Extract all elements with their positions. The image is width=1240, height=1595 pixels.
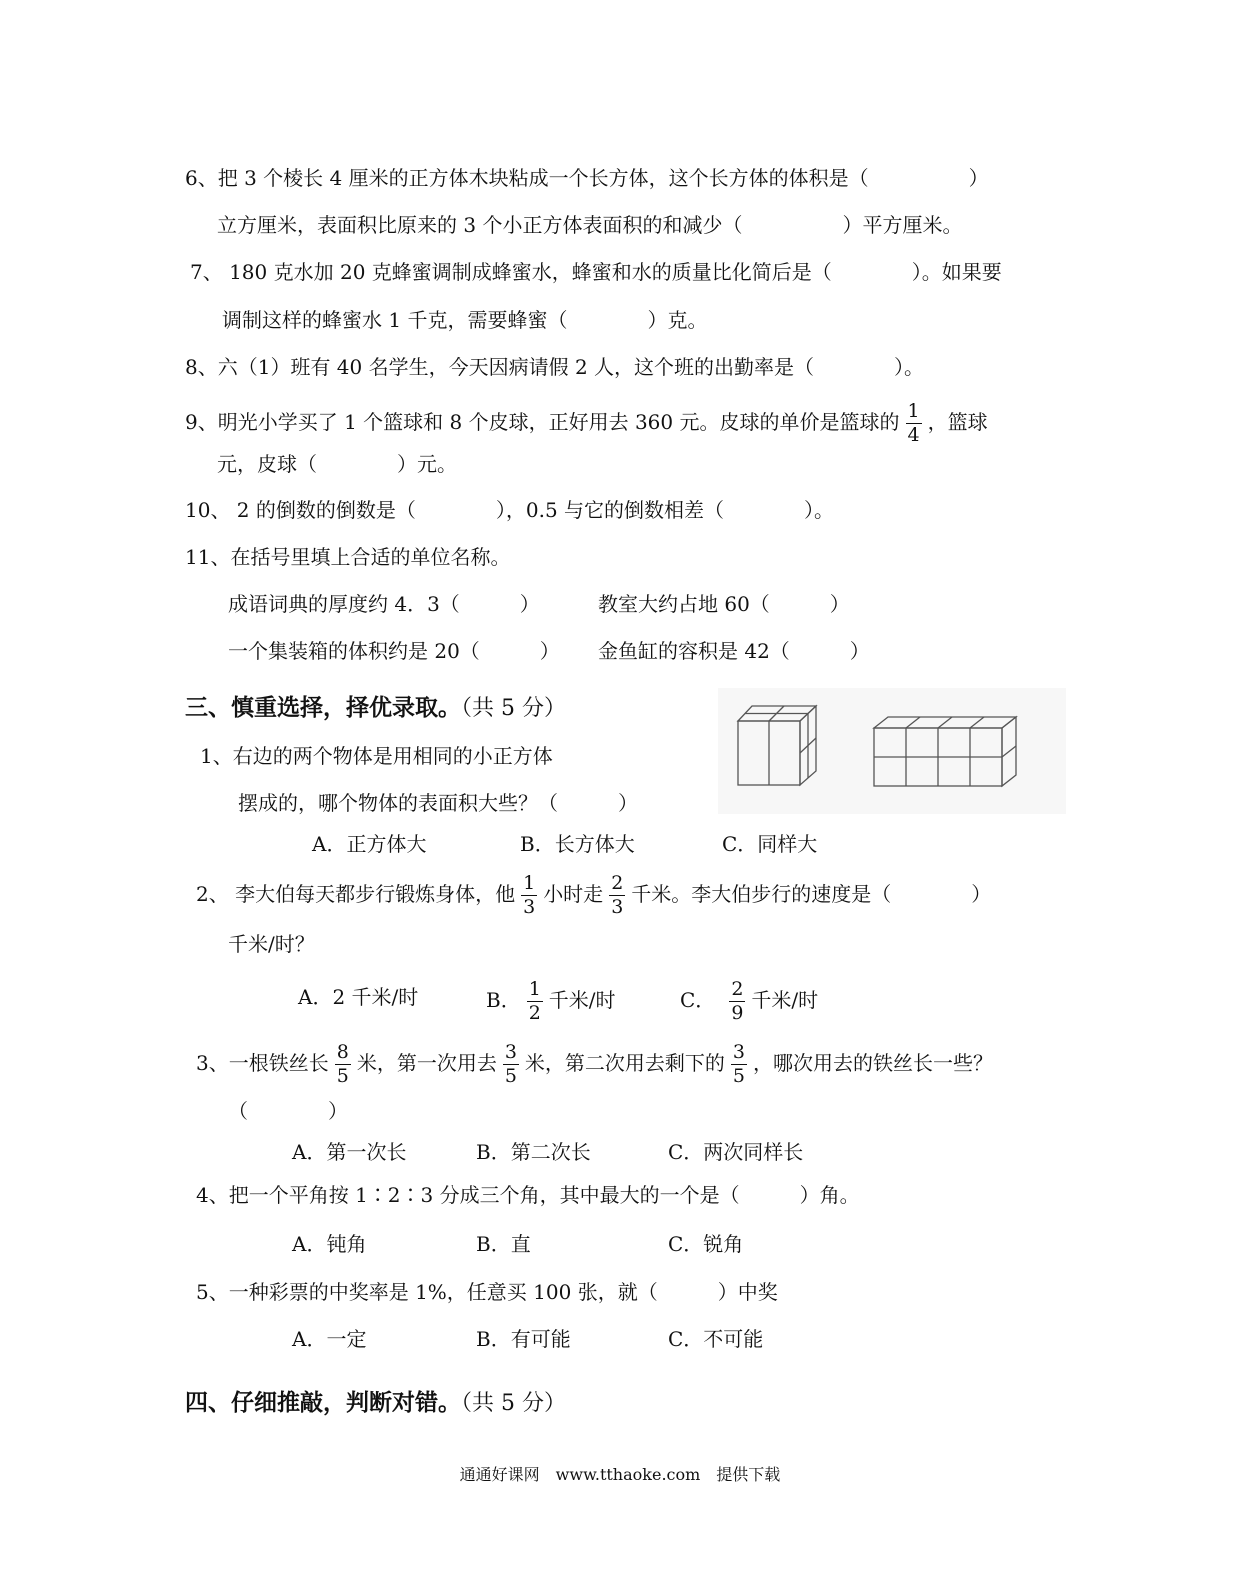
q8-line: 8、六（1）班有 40 名学生，今天因病请假 2 人，这个班的出勤率是（ ）。 (185, 355, 925, 379)
q9-text-b: ，篮球 (927, 410, 988, 434)
c2-line2: 千米/时？ (228, 932, 315, 956)
c2-optc-num: 2 (731, 978, 744, 1000)
page-footer: 通通好课网 www.tthaoke.com 提供下载 (459, 1465, 781, 1484)
c2-optb-num: 1 (528, 978, 541, 1000)
c2-option-c-unit: 千米/时 (751, 988, 819, 1012)
c2-option-b-fraction (527, 980, 543, 1023)
cubes-drawing (718, 688, 1066, 814)
c2-frac2-num: 2 (611, 872, 624, 894)
q11-item-b: 教室大约占地 60（ ） (598, 592, 850, 616)
c3-line2: （ ） (228, 1099, 348, 1123)
q6-line2: 立方厘米，表面积比原来的 3 个小正方体表面积的和减少（ ）平方厘米。 (217, 213, 963, 237)
c1-option-a: A．正方体大 (312, 832, 427, 856)
section3-title: 三、慎重选择，择优录取。 (185, 695, 461, 721)
q7-line1: 7、 180 克水加 20 克蜂蜜调制成蜂蜜水，蜂蜜和水的质量比化简后是（ ）。如果要 (190, 260, 1002, 284)
c4-line1: 4、把一个平角按 1∶2∶3 分成三个角，其中最大的一个是（ ）角。 (196, 1183, 860, 1207)
c4-option-c: C．锐角 (668, 1232, 744, 1256)
c2-text-c: 千米。李大伯步行的速度是（ ） (631, 882, 992, 906)
c3-option-a: A．第一次长 (292, 1140, 407, 1164)
c3-frac3-den: 5 (732, 1065, 746, 1087)
q9-fraction (906, 402, 922, 445)
section4-points: （共 5 分） (461, 1391, 566, 1416)
c3-text-a: 3、一根铁丝长 (196, 1051, 329, 1075)
c3-frac2-num: 3 (504, 1041, 517, 1063)
c5-line1: 5、一种彩票的中奖率是 1%，任意买 100 张，就（ ）中奖 (196, 1280, 778, 1304)
c4-option-a: A．钝角 (292, 1232, 367, 1256)
c2-option-c-label: C． (680, 988, 716, 1012)
c3-line1 (196, 1043, 993, 1086)
c3-frac3-num: 3 (732, 1041, 746, 1063)
c2-frac2-den: 3 (611, 896, 624, 918)
section3-points: （共 5 分） (461, 696, 566, 721)
q11-item-a: 成语词典的厚度约 4．3（ ） (228, 592, 540, 616)
c2-text-b: 小时走 (543, 882, 604, 906)
c2-text-a: 2、 李大伯每天都步行锻炼身体，他 (196, 882, 516, 906)
c3-frac1-num: 8 (336, 1041, 349, 1063)
c2-option-b (486, 980, 616, 1023)
q11-item-d: 金鱼缸的容积是 42（ ） (598, 639, 870, 663)
c3-fraction-2 (503, 1043, 519, 1086)
c1-option-b: B．长方体大 (520, 832, 635, 856)
c1-line1: 1、右边的两个物体是用相同的小正方体 (200, 744, 553, 768)
q9-line1 (185, 402, 988, 445)
q9-line2: 元，皮球（ ）元。 (217, 452, 457, 476)
section4-title: 四、仔细推敲，判断对错。 (185, 1390, 461, 1416)
c3-frac1-den: 5 (336, 1065, 349, 1087)
c2-fraction-2 (609, 874, 625, 917)
c2-option-c-fraction (729, 980, 745, 1023)
c3-text-c: 米，第二次用去剩下的 (524, 1051, 725, 1075)
section3-heading (185, 694, 566, 723)
c3-frac2-den: 5 (504, 1065, 517, 1087)
cubes-figure (718, 688, 1066, 814)
c2-line1 (196, 874, 991, 917)
q11-stem: 11、在括号里填上合适的单位名称。 (185, 545, 511, 569)
c3-option-b: B．第二次长 (476, 1140, 591, 1164)
c2-fraction-1 (521, 874, 537, 917)
c2-optb-den: 2 (528, 1002, 541, 1024)
q10-line: 10、 2 的倒数的倒数是（ ），0.5 与它的倒数相差（ ）。 (185, 498, 835, 522)
c2-option-a: A．2 千米/时 (298, 985, 419, 1009)
q9-frac-den: 4 (907, 424, 920, 446)
c4-option-b: B．直 (476, 1232, 531, 1256)
c2-frac1-num: 1 (523, 872, 536, 894)
q7-line2: 调制这样的蜂蜜水 1 千克，需要蜂蜜（ ）克。 (222, 308, 708, 332)
c1-option-c: C．同样大 (722, 832, 818, 856)
c5-option-c: C．不可能 (668, 1327, 764, 1351)
q11-item-c: 一个集装箱的体积约是 20（ ） (228, 639, 560, 663)
c2-option-c (680, 980, 818, 1023)
c2-frac1-den: 3 (523, 896, 536, 918)
c5-option-a: A．一定 (292, 1327, 367, 1351)
c3-text-d: ，哪次用去的铁丝长一些？ (753, 1051, 994, 1075)
c3-fraction-1 (335, 1043, 351, 1086)
c1-line2: 摆成的，哪个物体的表面积大些？（ ） (238, 791, 638, 815)
c2-option-b-label: B． (486, 988, 521, 1012)
c5-option-b: B．有可能 (476, 1327, 571, 1351)
c2-option-b-unit: 千米/时 (548, 988, 616, 1012)
q9-frac-num: 1 (907, 400, 920, 422)
c3-text-b: 米，第一次用去 (356, 1051, 497, 1075)
section4-heading (185, 1389, 566, 1418)
q9-text-a: 9、明光小学买了 1 个篮球和 8 个皮球，正好用去 360 元。皮球的单价是篮球的 (185, 410, 900, 434)
c2-optc-den: 9 (731, 1002, 744, 1024)
c3-option-c: C．两次同样长 (668, 1140, 804, 1164)
c3-fraction-3 (731, 1043, 747, 1086)
q6-line1: 6、把 3 个棱长 4 厘米的正方体木块粘成一个长方体，这个长方体的体积是（ ） (185, 166, 989, 190)
